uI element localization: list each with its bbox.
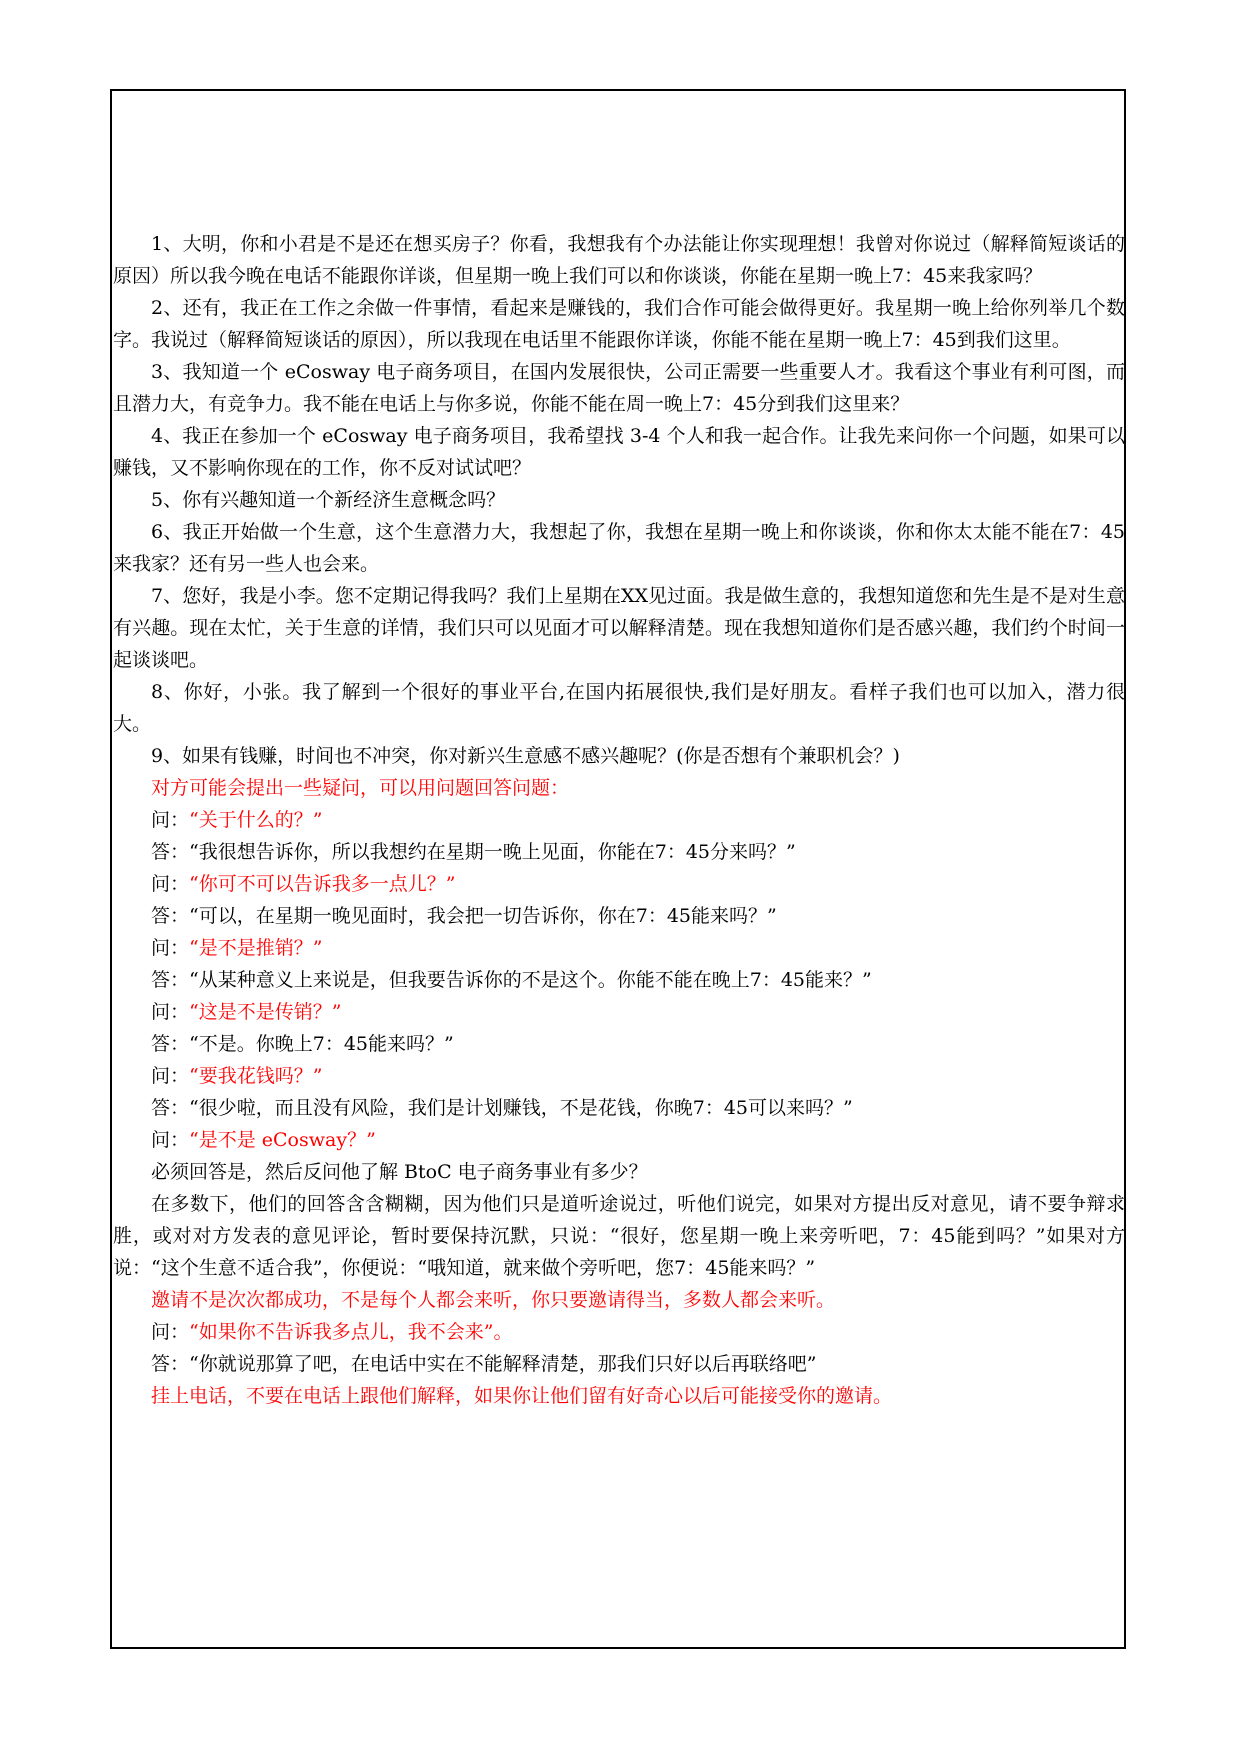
paragraph-8: 8、你好，小张。我了解到一个很好的事业平台,在国内拓展很快,我们是好朋友。看样子我们也可以加入，潜力很大。: [113, 681, 1125, 735]
qa-prefix: 答：: [151, 905, 190, 927]
qa-prefix: 答：: [151, 969, 190, 991]
qa-line-11: [113, 1124, 1125, 1156]
qa-text: “是不是 eCosway？”: [189, 1129, 376, 1151]
paragraph-9: 9、如果有钱赚，时间也不冲突，你对新兴生意感不感兴趣呢？(你是否想有个兼职机会？): [151, 745, 900, 767]
qa-prefix: 问：: [151, 937, 190, 959]
qa-prefix: 问：: [151, 1065, 190, 1087]
paragraph-2: 2、还有，我正在工作之余做一件事情，看起来是赚钱的，我们合作可能会做得更好。我星期一晚上给你列举几个数字。我说过（解释简短谈话的原因），所以我现在电话里不能跟你详谈，你能不能在星期一晚上7：45到我们这里。: [113, 297, 1125, 351]
must-answer-line: 必须回答是，然后反问他了解 BtoC 电子商务事业有多少？: [151, 1161, 648, 1183]
qa-text: “如果你不告诉我多点儿，我不会来”。: [189, 1321, 513, 1343]
qa-text: “很少啦，而且没有风险，我们是计划赚钱，不是花钱，你晚7：45可以来吗？”: [189, 1097, 853, 1119]
final-question-line: [113, 1316, 1125, 1348]
qa-text: “关于什么的？”: [189, 809, 323, 831]
qa-prefix: 问：: [151, 1129, 190, 1151]
qa-line-4: [113, 900, 1125, 932]
qa-text: “要我花钱吗？”: [189, 1065, 323, 1087]
qa-prefix: 问：: [151, 873, 190, 895]
qa-prefix: 答：: [151, 1033, 190, 1055]
intro-red-note: 对方可能会提出一些疑问，可以用问题回答问题：: [151, 777, 570, 799]
qa-text: “这是不是传销？”: [189, 1001, 342, 1023]
qa-text: “我很想告诉你，所以我想约在星期一晚上见面，你能在7：45分来吗？”: [189, 841, 796, 863]
qa-text: “可以，在星期一晚见面时，我会把一切告诉你，你在7：45能来吗？”: [189, 905, 777, 927]
qa-line-10: [113, 1092, 1125, 1124]
qa-text: “你就说那算了吧，在电话中实在不能解释清楚，那我们只好以后再联络吧”: [189, 1353, 817, 1375]
qa-text: “不是。你晚上7：45能来吗？”: [189, 1033, 454, 1055]
qa-prefix: 问：: [151, 1001, 190, 1023]
qa-prefix: 问：: [151, 1321, 190, 1343]
invite-red-note: 邀请不是次次都成功，不是每个人都会来听，你只要邀请得当，多数人都会来听。: [151, 1289, 836, 1311]
qa-text: “你可不可以告诉我多一点儿？”: [189, 873, 456, 895]
qa-prefix: 答：: [151, 841, 190, 863]
paragraph-4: 4、我正在参加一个 eCosway 电子商务项目，我希望找 3-4 个人和我一起合作。让我先来问你一个问题，如果可以赚钱，又不影响你现在的工作，你不反对试试吧？: [113, 425, 1125, 479]
paragraph-7: 7、您好，我是小李。您不定期记得我吗？我们上星期在XX见过面。我是做生意的，我想知道您和先生是不是对生意有兴趣。现在太忙，关于生意的详情，我们只可以见面才可以解释清楚。现在我想知道你们是否感兴趣，我们约个时间一起谈谈吧。: [113, 585, 1125, 671]
qa-line-3: [113, 868, 1125, 900]
qa-text: “是不是推销？”: [189, 937, 323, 959]
paragraph-6: 6、我正开始做一个生意，这个生意潜力大，我想起了你，我想在星期一晚上和你谈谈，你和你太太能不能在7：45来我家？还有另一些人也会来。: [113, 521, 1125, 575]
qa-prefix: 答：: [151, 1353, 190, 1375]
qa-prefix: 问：: [151, 809, 190, 831]
paragraph-3: 3、我知道一个 eCosway 电子商务项目，在国内发展很快，公司正需要一些重要人才。我看这个事业有利可图，而且潜力大，有竞争力。我不能在电话上与你多说，你能不能在周一晚上7：45分到我们这里来？: [113, 361, 1125, 415]
qa-line-9: [113, 1060, 1125, 1092]
qa-line-2: [113, 836, 1125, 868]
paragraph-5: 5、你有兴趣知道一个新经济生意概念吗？: [151, 489, 506, 511]
majority-paragraph: 在多数下，他们的回答含含糊糊，因为他们只是道听途说过，听他们说完，如果对方提出反对意见，请不要争辩求胜，或对对方发表的意见评论，暂时要保持沉默，只说：“很好，您星期一晚上来旁听吧，7：45能到吗？”如果对方说：“这个生意不适合我”，你便说：“哦知道，就来做个旁听吧，您7：45能来吗？”: [113, 1193, 1125, 1279]
paragraph-1: 1、大明，你和小君是不是还在想买房子？你看，我想我有个办法能让你实现理想！我曾对你说过（解释简短谈话的原因）所以我今晚在电话不能跟你详谈，但星期一晚上我们可以和你谈谈，你能在星期一晚上7：45来我家吗？: [113, 233, 1125, 287]
qa-line-8: [113, 1028, 1125, 1060]
final-answer-line: [113, 1348, 1125, 1380]
qa-line-1: [113, 804, 1125, 836]
qa-line-5: [113, 932, 1125, 964]
qa-line-6: [113, 964, 1125, 996]
document-body: [113, 228, 1125, 1412]
qa-text: “从某种意义上来说是，但我要告诉你的不是这个。你能不能在晚上7：45能来？”: [189, 969, 872, 991]
qa-line-7: [113, 996, 1125, 1028]
qa-prefix: 答：: [151, 1097, 190, 1119]
hangup-red-note: 挂上电话，不要在电话上跟他们解释，如果你让他们留有好奇心以后可能接受你的邀请。: [151, 1385, 893, 1407]
